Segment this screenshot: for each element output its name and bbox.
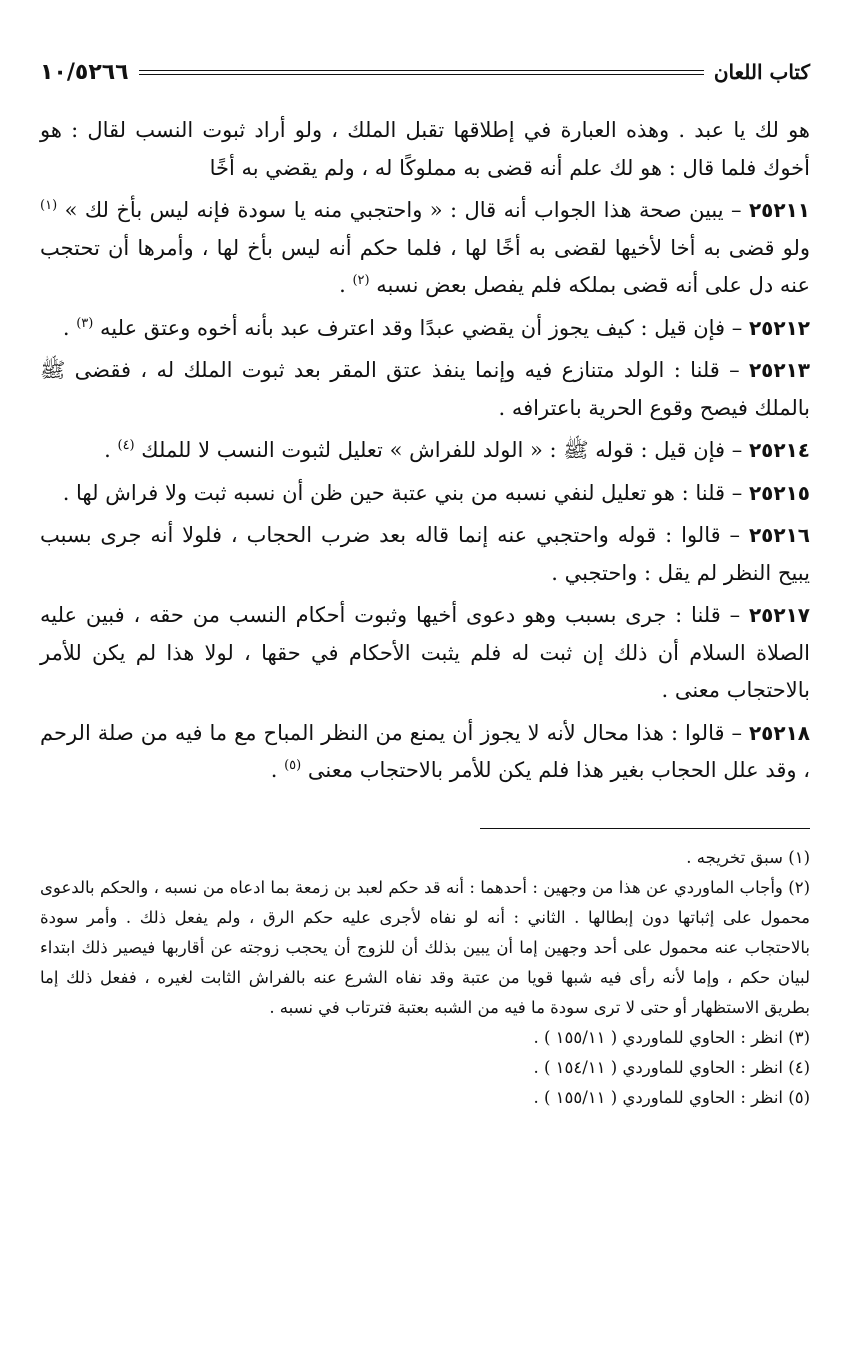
paragraph-25218 xyxy=(40,715,810,790)
paragraph-text: – قلنا : هو تعليل لنفي نسبه من بني عتبة حين ظن أن نسبه ثبت ولا فراش لها . xyxy=(62,480,743,505)
footnote-mark: (٢) xyxy=(788,877,810,897)
footnote-3 xyxy=(40,1023,810,1053)
paragraph-text-continued: ولو قضى به أخا لأخيها لقضى به أخًا لها ، فلما حكم أنه ليس بأخ لها ، وأمرها أن تحتجب عنه دل على أنه قضى بملكه فلم يفصل بعض نسبه xyxy=(40,235,810,297)
intro-paragraph: هو لك يا عبد . وهذه العبارة في إطلاقها تقبل الملك ، ولو أراد ثبوت النسب لقال : هو أخوك فلما قال : هو لك علم أنه قضى به مملوكًا له ، ولم يقضي به أخًا xyxy=(40,118,810,180)
paragraph-25212 xyxy=(40,310,810,348)
paragraph-tail: . xyxy=(104,438,118,462)
main-text xyxy=(40,112,810,790)
footnote-4 xyxy=(40,1053,810,1083)
paragraph-text: – قلنا : الولد متنازع فيه وإنما ينفذ عتق المقر بعد ثبوت الملك له ، فقضى ﷺ بالملك فيصح وقوع الحرية باعترافه . xyxy=(40,358,810,420)
paragraph-tail: . xyxy=(339,273,353,297)
footnote-ref[interactable]: (٢) xyxy=(352,273,370,288)
footnote-ref[interactable]: (٣) xyxy=(76,315,94,331)
footnote-5 xyxy=(40,1083,810,1113)
book-title: كتاب اللعان xyxy=(713,60,810,84)
footnote-text: انظر : الحاوي للماوردي ( ١٥٥/١١ ) . xyxy=(533,1087,783,1107)
paragraph-25216 xyxy=(40,517,810,592)
paragraph-text: – فإن قيل : قوله ﷺ : « الولد للفراش » تعليل لثبوت النسب لا للملك xyxy=(134,438,743,462)
footnote-ref[interactable]: (١) xyxy=(40,198,58,213)
footnote-text: سبق تخريجه . xyxy=(686,847,783,867)
footnote-separator xyxy=(480,828,810,829)
paragraph-text: – يبين صحة هذا الجواب أنه قال : « واحتجبي منه يا سودة فإنه ليس بأخ لك » xyxy=(64,198,742,222)
footnotes xyxy=(40,843,810,1113)
book-page xyxy=(40,52,810,1113)
paragraph-25214 xyxy=(40,432,810,470)
paragraph-tail: . xyxy=(270,758,285,782)
paragraph-text: – قالوا : قوله واحتجبي عنه إنما قاله بعد ضرب الحجاب ، فلولا أنه جرى بسبب يبيح النظر لم يقل : واحتجبي . xyxy=(40,523,810,585)
paragraph-text: – فإن قيل : كيف يجوز أن يقضي عبدًا وقد اعترف عبد بأنه أخوه وعتق عليه xyxy=(93,315,743,340)
paragraph-number: ٢٥٢١٣ xyxy=(748,358,810,382)
paragraph-number: ٢٥٢١١ xyxy=(748,198,810,222)
footnote-2 xyxy=(40,873,810,1023)
paragraph-text: – قالوا : هذا محال لأنه لا يجوز أن يمنع من النظر المباح مع ما فيه من صلة الرحم ، وقد علل الحجاب بغير هذا فلم يكن للأمر بالاحتجاب معنى xyxy=(40,720,810,782)
page-number: ١٠/٥٢٦٦ xyxy=(40,59,129,85)
header-rule xyxy=(139,70,704,75)
footnote-text: وأجاب الماوردي عن هذا من وجهين : أحدهما : أنه قد حكم لعبد بن زمعة بما ادعاه من نسبه ، والحكم بالدعوى محمول على إثباتها دون إبطالها . الثاني : أنه لو نفاه لأجرى عليه حكم الرق ، ولم يفعل ذلك . وأمر سودة بالاحتجاب عنه محمول على أحد وجهين إما أن يبين بذلك أن للزوج أن يحجب زوجته عن أقاربها فيصير ذلك ابتداء لبيان حكم ، وإما لأنه رأى فيه شبها قويا من عتبة وقد نفاه الشرع عنه بالفراش الثابت لغيره ، ففعل ذلك إما بطريق الاستظهار أو حتى لا ترى سودة ما فيه من الشبه بعتبة فترتاب في نسبه . xyxy=(40,877,810,1017)
footnote-text: انظر : الحاوي للماوردي ( ١٥٤/١١ ) . xyxy=(533,1057,783,1077)
footnote-1 xyxy=(40,843,810,873)
paragraph-25213 xyxy=(40,352,810,427)
page-header xyxy=(40,52,810,92)
paragraph-25211 xyxy=(40,192,810,305)
paragraph-number: ٢٥٢١٥ xyxy=(748,480,810,505)
paragraph-number: ٢٥٢١٤ xyxy=(748,438,810,462)
paragraph-tail: . xyxy=(62,315,77,340)
footnote-ref[interactable]: (٥) xyxy=(284,758,302,773)
paragraph-number: ٢٥٢١٧ xyxy=(748,603,810,627)
paragraph-25215 xyxy=(40,475,810,513)
footnote-mark: (١) xyxy=(788,847,810,867)
paragraph-number: ٢٥٢١٨ xyxy=(748,720,810,745)
footnote-ref[interactable]: (٤) xyxy=(117,438,135,453)
paragraph-25217 xyxy=(40,597,810,710)
paragraph-number: ٢٥٢١٢ xyxy=(748,315,810,340)
footnote-mark: (٥) xyxy=(788,1087,810,1107)
footnote-mark: (٤) xyxy=(788,1057,810,1077)
paragraph-text: – قلنا : جرى بسبب وهو دعوى أخيها وثبوت أحكام النسب من حقه ، فبين عليه الصلاة السلام أن ذلك إن ثبت له فلم يثبت الأحكام في حقها ، لولا هذا لم يكن للأمر بالاحتجاب معنى . xyxy=(40,603,810,702)
paragraph-number: ٢٥٢١٦ xyxy=(748,523,810,547)
footnote-mark: (٣) xyxy=(788,1027,810,1047)
footnote-text: انظر : الحاوي للماوردي ( ١٥٥/١١ ) . xyxy=(533,1027,783,1047)
